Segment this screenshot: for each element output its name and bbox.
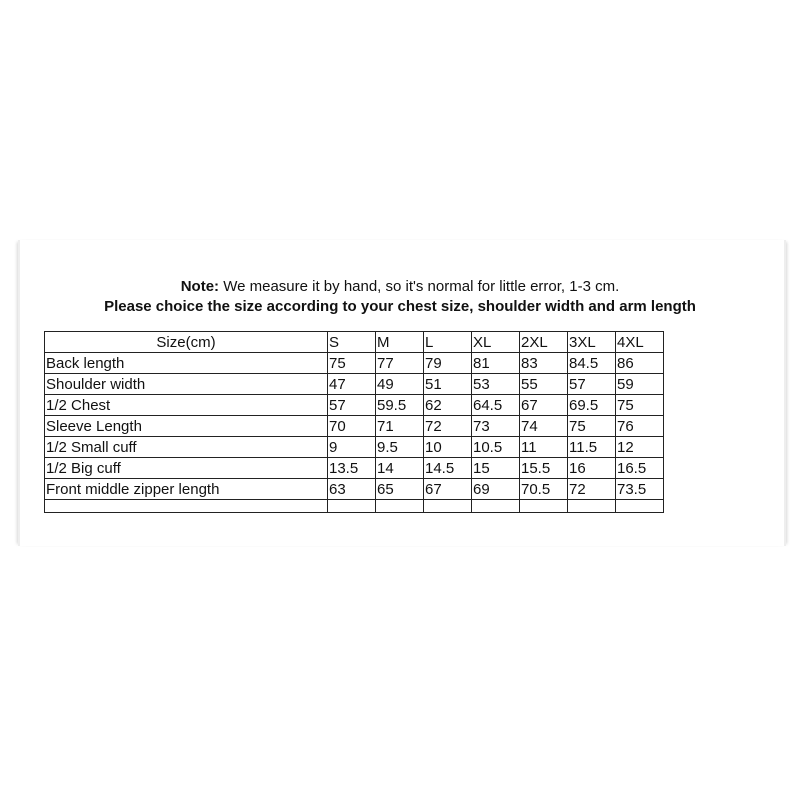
measurement-cell: 71: [376, 416, 424, 437]
measurement-note: [0, 278, 800, 295]
table-row: [45, 479, 664, 500]
empty-cell: [616, 500, 664, 513]
row-label-cell: Front middle zipper length: [45, 479, 328, 500]
measurement-cell: 72: [568, 479, 616, 500]
measurement-cell: 74: [520, 416, 568, 437]
header-cell-size: 2XL: [520, 332, 568, 353]
measurement-cell: 70: [328, 416, 376, 437]
measurement-cell: 67: [424, 479, 472, 500]
table-row: [45, 374, 664, 395]
table-row: [45, 437, 664, 458]
measurement-cell: 10: [424, 437, 472, 458]
empty-cell: [376, 500, 424, 513]
measurement-cell: 65: [376, 479, 424, 500]
measurement-cell: 59: [616, 374, 664, 395]
size-instruction: Please choice the size according to your chest size, shoulder width and arm length: [104, 298, 696, 315]
measurement-cell: 63: [328, 479, 376, 500]
header-cell-size: 3XL: [568, 332, 616, 353]
measurement-cell: 70.5: [520, 479, 568, 500]
measurement-cell: 11.5: [568, 437, 616, 458]
measurement-cell: 86: [616, 353, 664, 374]
size-chart-table: [44, 331, 664, 513]
measurement-cell: 9: [328, 437, 376, 458]
measurement-cell: 16.5: [616, 458, 664, 479]
table-row: [45, 395, 664, 416]
measurement-cell: 81: [472, 353, 520, 374]
measurement-cell: 73: [472, 416, 520, 437]
empty-cell: [520, 500, 568, 513]
measurement-cell: 83: [520, 353, 568, 374]
measurement-cell: 15.5: [520, 458, 568, 479]
empty-cell: [328, 500, 376, 513]
measurement-cell: 57: [328, 395, 376, 416]
measurement-cell: 16: [568, 458, 616, 479]
empty-cell: [424, 500, 472, 513]
row-label-cell: 1/2 Chest: [45, 395, 328, 416]
note-label: Note:: [180, 278, 220, 295]
table-header-row: [45, 332, 664, 353]
measurement-cell: 14: [376, 458, 424, 479]
header-cell-size: S: [328, 332, 376, 353]
header-cell-size: M: [376, 332, 424, 353]
measurement-cell: 15: [472, 458, 520, 479]
row-label-cell: Shoulder width: [45, 374, 328, 395]
header-cell-size: L: [424, 332, 472, 353]
measurement-cell: 14.5: [424, 458, 472, 479]
empty-cell: [568, 500, 616, 513]
row-label-cell: 1/2 Small cuff: [45, 437, 328, 458]
measurement-cell: 51: [424, 374, 472, 395]
measurement-cell: 57: [568, 374, 616, 395]
measurement-cell: 10.5: [472, 437, 520, 458]
row-label-cell: 1/2 Big cuff: [45, 458, 328, 479]
note-text: We measure it by hand, so it's normal for little error, 1-3 cm.: [219, 278, 620, 295]
table-row: [45, 353, 664, 374]
empty-cell: [472, 500, 520, 513]
header-cell-size-label: Size(cm): [45, 332, 328, 353]
measurement-cell: 49: [376, 374, 424, 395]
measurement-cell: 59.5: [376, 395, 424, 416]
measurement-cell: 75: [568, 416, 616, 437]
measurement-cell: 47: [328, 374, 376, 395]
table-row: [45, 416, 664, 437]
row-label-cell: Back length: [45, 353, 328, 374]
empty-table-row: [45, 500, 664, 513]
measurement-cell: 55: [520, 374, 568, 395]
measurement-cell: 64.5: [472, 395, 520, 416]
measurement-cell: 73.5: [616, 479, 664, 500]
measurement-cell: 9.5: [376, 437, 424, 458]
measurement-cell: 67: [520, 395, 568, 416]
table-row: [45, 458, 664, 479]
measurement-cell: 72: [424, 416, 472, 437]
measurement-cell: 84.5: [568, 353, 616, 374]
measurement-cell: 13.5: [328, 458, 376, 479]
header-cell-size: XL: [472, 332, 520, 353]
measurement-cell: 69: [472, 479, 520, 500]
empty-cell: [45, 500, 328, 513]
measurement-cell: 11: [520, 437, 568, 458]
measurement-cell: 75: [328, 353, 376, 374]
row-label-cell: Sleeve Length: [45, 416, 328, 437]
measurement-cell: 53: [472, 374, 520, 395]
measurement-cell: 62: [424, 395, 472, 416]
measurement-cell: 76: [616, 416, 664, 437]
header-cell-size: 4XL: [616, 332, 664, 353]
measurement-cell: 77: [376, 353, 424, 374]
measurement-cell: 79: [424, 353, 472, 374]
measurement-cell: 69.5: [568, 395, 616, 416]
measurement-cell: 75: [616, 395, 664, 416]
measurement-cell: 12: [616, 437, 664, 458]
